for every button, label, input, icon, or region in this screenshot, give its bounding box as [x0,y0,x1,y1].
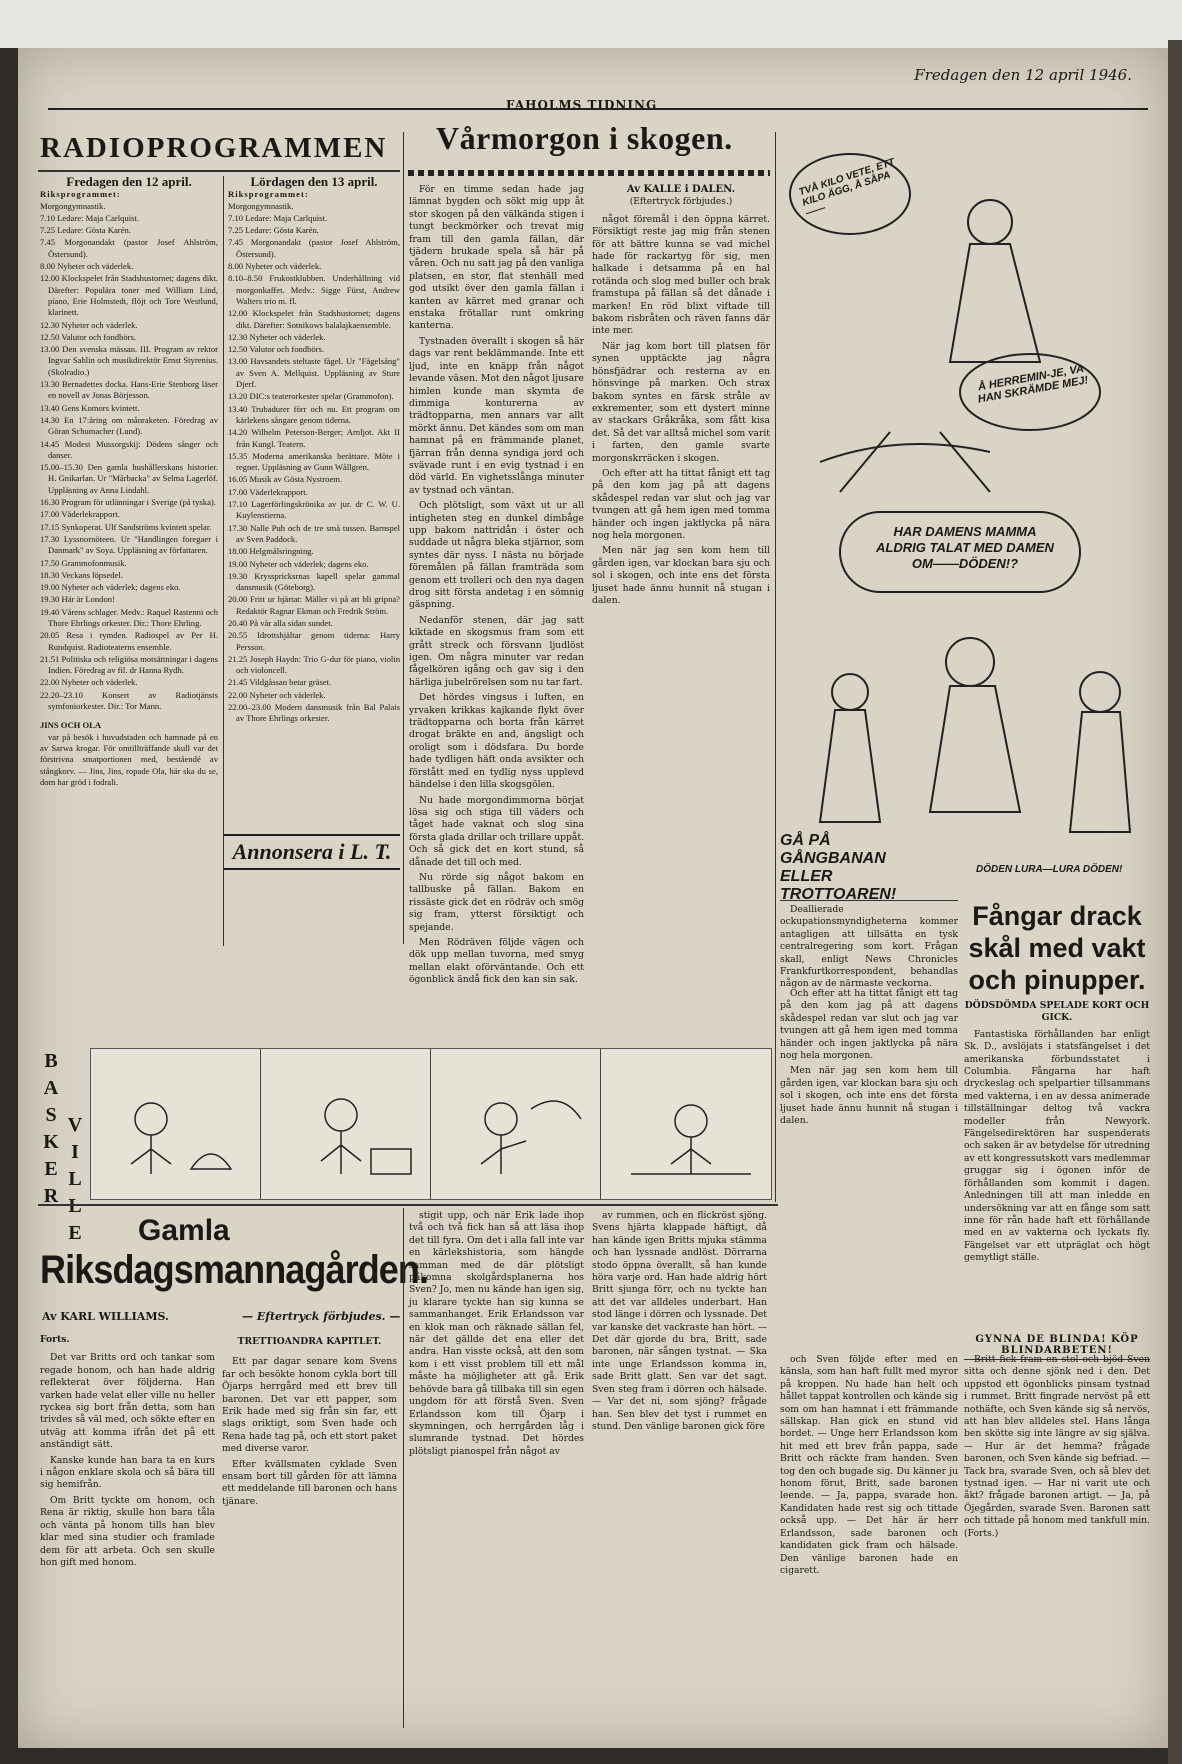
schedule-item: 16.30 Program för utlänningar i Sverige (på tyska). [40,497,216,508]
saturday-heading: Lördagen den 13 april. [250,174,378,189]
letter: S [45,1104,57,1126]
schedule-item: 13.40 Gens Komors kvintett. [40,402,140,413]
saturday-sub: Riksprogrammet: [228,189,309,200]
schedule-item: 20.00 Fritt ur hjärtat: Mäller vi på att bli gripna? Redaktör Ragnar Ekman och Fredrik Ström. [228,594,400,616]
schedule-item: 17.30 Lyssnornöteen. Ur "Handlingen foregaer i Danmark" av Soya. Uppläsning av författaren. [40,533,218,556]
letter: A [43,1077,59,1099]
comic-panel [261,1049,431,1199]
column-rule [223,176,224,946]
friday-heading: Fredagen den 12 april. [66,174,192,189]
schedule-item: 20.55 Idrottshjältar genom tiderna: Harry Persson. [228,630,400,652]
schedule-item: 12.50 Valutor och fondbörs. [40,331,137,342]
paragraph: Britt fick fram en stol och bjöd Sven sitta och denne sjönk ned i den. Det uppstod ett ögonblicks pinsam tystnad i rummet. Britt fingrade nervöst på ett nothäfte, och Sven kände sig så nervös, att han blev alldeles stel. Hans långa ben skötte sig inte längre av sig själva. — Hur är det hemma? frågade baronen, och Sven kände sig befriad. — Tack bra, svarade Sven, och så blev det tystnad igen. — Har ni varit ute och åkt? frågade baronen artigt. — Ja, på Öjegården, svarade Sven. Baronen satt och tittade på honom med tankfull min. (Forts.) [964,1354,1150,1539]
paragraph: Men när jag sen kom hem till gården igen, var klockan bara sju och sol i skogen, och inte ens det första ljuset hade ännu hunnit nå stugan i dalen. [780,1065,958,1127]
schedule-item: 15.35 Moderna amerikanska berättare. Möte i regnet. Uppläsning av Gunn Wållgren. [228,450,400,473]
schedule-item: Morgongymnastik. [40,200,106,211]
paragraph: När jag kom bort till platsen för synen upptäckte jag några hönsfjädrar och resterna av en hönsvinge på marken. Och strax bakom syntes en färsk stråle av exkrementer, som ett dystert minne av stackars Gråkråka, som fått kisa det. Så det var alltså michel som varit i farten, den gamle svarte morgonskrräcken i skogen. [592,340,770,464]
schedule-item: 7.25 Ledare: Gösta Karén. [228,225,319,236]
schedule-item: 7.10 Ledare: Maja Carlquist. [228,212,328,223]
paragraph: Men Rödräven följde vägen och dök upp mellan tuvorna, med smyg mellan elakt oförväntande. Och ett ögonblick ändå fick den kan sin sak. [409,936,584,986]
cartoon-caption-left: GÅ PÅ GÅNGBANAN ELLER TROTTOAREN! [780,832,897,903]
schedule-item: 17.00 Väderlekrapport. [40,509,120,520]
schedule-item: 17.50 Grammofonmusik. [40,557,127,568]
schedule-item: 17.15 Synkoperat. Ulf Sandströms kvintett spelar. [40,521,212,532]
scan-margin-right [1168,40,1182,1764]
column-rule [403,132,404,944]
morning-title: Vårmorgon i skogen. [436,120,733,156]
schedule-item: 20.05 Resa i rymden. Radiospel av Per H. Rundquist. Radioteaterns ensemble. [40,630,218,652]
schedule-item: 13.00 Den svenska mässan. III. Program av rektor Ingvar Sahlin och musikdirektör Ernst Styrenius. (Skolradio.) [40,344,218,377]
schedule-item: 12.30 Nyheter och väderlek. [40,319,138,330]
schedule-item: 22.00–23.00 Modern dansmusik från Bal Palais av Thore Ehrlings orkester. [228,702,400,724]
paragraph: Nu hade morgondimmorna börjat lösa sig och stiga till väders och tåget hade vaknat och slog sina första glada drillar och trillare uppåt. Och så gick det en kort stund, så dånade det till och med. [409,794,584,868]
header-rule [48,108,1148,110]
column-rule [403,1208,404,1728]
paragraph: och Sven följde efter med en känsla, som han haft fullt med myror på kroppen. Nu hade han helt och hållet tappat kontrollen och kände sig som om han hamnat i ett främmande sällskap. Han gick en stund vid bordet. — Unge herr Erlandsson kom hit med ett brev från pappa, sade Britt och räckte fram handen. Sven tog den och bugade sig. Du känner ju honom förut, Britt, sade baronen leende. — Ja, pappa, svarade hon. Kandidaten hade rest sig och tittade också upp. — Det här är herr Erlandsson, sade baronen och kandidaten gick fram och hälsade. Den vänlige baronen hade en cigarett. [780,1354,958,1576]
novel-col-1 [40,1334,215,1734]
letter: V [67,1114,83,1136]
comic-drawing [601,1049,771,1199]
paper-name: FAHOLMS TIDNING [506,98,658,112]
schedule-item: 22.20–23.10 Konsert av Radiotjänsts symfoniorkester. Dir.: Tor Mann. [40,689,218,712]
schedule-item: 13.00 Havsandets steltaste fågel. Ur "Fågelsång" av Sven A. Mellquist. Uppläsning av Sture Djerf. [228,356,400,390]
schedule-item: 21.51 Politiska och religiösa motsättningar i dagens Indien. Föredrag av fil. dr Hanna Rydh. [40,653,218,676]
ad-text: Annonsera i L. T. [224,834,400,870]
paragraph: Efter kvällsmaten cyklade Sven ensam bort till gården för att lämna ett meddelande till baronen och hans tjänare. [222,1458,397,1507]
paragraph: Fantastiska förhållanden har enligt Sk. D., avslöjats i statsfängelset i det amerikanska förbundsstatet i Columbia. Fångarna har haft dryckeslag och spelpartier tillsammans med vakterna, i en av dessa animerade tillställningar deltog två vackra modeller från Newyork. Fängelsedirektören har suspenderats och saken är av betydelse för utredning av ett kongressutskott vars medlemmar gruggar sig i ögonen inför de förhållanden som kommit i dagen. Anledningen till att man inledde en undersökning var att en fånge som satt inne för rån hade haft ett förhållande med en av vakterna och lyckats fly. Fängelset var ett utpräglat och högt gemytligt ställe. [964,1028,1150,1264]
morning-col-1 [409,184,584,986]
novel-copyright: — Eftertryck förbjudes. — [242,1310,401,1323]
schedule-item: 8.00 Nyheter och väderlek. [40,261,134,272]
schedule-item: 16.05 Musik av Gösta Nystroem. [228,474,343,485]
paragraph: Det var Britts ord och tankar som regade honom, och han hade aldrig reflekterat över följderna. Han varken hade velat eller ville nu heller ryckea sig bort från detta, som han trivdes så väl med, och sökte efter en utväg att komma ifrån det på ett anständigt sätt. [40,1352,215,1451]
paragraph: För en timme sedan hade jag lämnat bygden och sökt mig upp åt stor skogen på den välkända stigen i tungt beckmörker och trevat mig fram till den gamla fällan, där tjädern brukade spela så här på våren. Och nu satt jag på den vanliga platsen, en stor, flat stenhäll med god utsikt över den gamla fällan i kanten av kärret med granar och enstaka frötallar runt omkring kanterna. [409,184,584,332]
schedule-item: 7.10 Ledare: Maja Carlquist. [40,212,140,223]
radio-friday-column [40,176,218,972]
saturday-list [228,201,400,725]
novel-col-2 [222,1334,397,1734]
baskerville-letters-right [64,1112,86,1247]
schedule-item: 12.30 Nyheter och väderlek. [228,331,326,342]
paragraph: Kanske kunde han bara ta en kurs i någon enklare skola och så bära till sig hemifrån. [40,1454,215,1491]
novel-author: Av KARL WILLIAMS. [42,1310,169,1323]
morning-byline: Av KALLE i DALEN. [626,184,736,195]
schedule-item: 14.45 Modest Mussorgskij: Dödens sånger och danser. [40,438,218,460]
paragraph: Deallierade ockupationsmyndigheterna kommer antagligen att tillsätta en tysk centralregering som kort. Frågan skall, enligt News Chronicles Frankfurtkorrespondent, behandlas någon av de närmaste veckorna. [780,904,958,990]
schedule-item: 8.10–8.50 Frukostklubben. Underhållning vid morgonkaffet. Medv.: Sigge Fürst, Andrew Walters trio m. fl. [228,273,400,306]
newspaper-page [18,48,1168,1748]
letter: E [44,1158,58,1180]
novel-chapter: TRETTIOANDRA KAPITLET. [237,1336,382,1347]
schedule-item: 8.00 Nyheter och väderlek. [228,261,322,272]
paragraph: Det hördes vingsus i luften, en yrvaken krikkas kajkande flykt över trädtopparna och borta från kärret drogat bräkte en and, ängsligt och oroligt som i dödsfara. Du borde hade tydligen häft onda avsikter och förstått med en tydlig nyss upplevd händelse i den lilla skogsgölen. [409,692,584,791]
scan-margin-top [0,0,1182,48]
schedule-item: 7.45 Morgonandakt (pastor Josef Ahlström, Östersund). [40,237,218,259]
morning-border [408,170,770,176]
cartoon-bubble-2: HAR DAMENS MAMMA ALDRIG TALAT MED DAMEN OM——DÖDEN!? [876,524,1054,571]
novel-forts: Forts. [40,1334,70,1345]
letter: I [71,1141,79,1163]
paragraph: Och efter att ha tittat fånigt ett tag på den kom jag på att dagens skådespel redan var slut och jag var tvungen att gå hem igen med tomma händer och ingen jaktlycka på nära nog hela morgonen. [780,988,958,1062]
cartoon-caption-right: DÖDEN LURA—LURA DÖDEN! [976,864,1123,875]
prison-subtitle: DÖDSDÖMDA SPELADE KORT OCH GICK. [964,1000,1150,1024]
schedule-item: 22.00 Nyheter och väderlek. [228,689,326,700]
letter: L [68,1195,82,1217]
comic-panel [601,1049,771,1199]
paragraph: Ett par dagar senare kom Svens far och besökte honom cykla bort till Öjarps herrgård med ett brev till baronen. Det var ett papper, som Erik hade med sig från sin far, ett slags oriktigt, som Sven hade och Rena hade tag på, och ett stort paket med diverse varor. [222,1356,397,1455]
paragraph: Och plötsligt, som växt ut ur all intigheten steg en dunkel dimbåge upp bakom nattridån i öster och suddade ut några bleka stjärnor, som syntes där nyss. I nästa nu började föremålen på fällan framträda som genom ett trolleri och den nya dagen drog sitt första andetag i en sömnig gäspning. [409,500,584,611]
novel-col-3 [409,1210,584,1730]
jins-text: var på besök i huvudstaden och hamnade på en av Sarwa krogar. För omtillträffande skull var det förstrivna smatportionen med, beståendé av stångkorv. — Jins, Jins, ropade Ola, här ska du se, dom har gröd i fodrali. [40,731,218,787]
novel-title: Riksdagsmannagården. [40,1248,429,1292]
prison-title: Fångar drack skål med vakt och pinupper. [968,901,1146,995]
prison-article [964,1000,1150,1330]
cartoon [780,132,1150,903]
comic-drawing [261,1049,430,1199]
morning-col-2 [592,184,770,944]
letter: R [43,1185,59,1207]
schedule-item: 14.30 En 17:åring om månraketen. Föredrag av Göran Schumacher (Lund). [40,414,218,437]
paragraph: Tystnaden överallt i skogen så här dags var rent beklämmande. Inte ett ljud, inte en knäpp från något levande väsen. Mot den något ljusare himlen kunde man skymta de dimmiga konturerna av trädtopparna, men annars var allt mörkt ännu. Det kändes som om man hamnat på en främmande planet, fjärran från denna syndiga jord och svävade runt i en evig tystnad i en död värld. En vighetsslånga minuter av tystnad och väntan. [409,335,584,496]
schedule-item: 19.40 Vårens schlager. Medv.: Raquel Rastenni och Thore Ehrlings orkester. Dir.: Thore Ehrling. [40,606,218,628]
schedule-item: 17.30 Nalle Puh och de tre små tussen. Barnspel av Sven Paddock. [228,522,400,544]
paragraph: Nedanför stenen, där jag satt kiktade en skogsmus fram som ett grått streck och försvann ljudlöst igen. Om några minuter var redan fågelkören igång och gav sig i den härliga jubelrörelsen som nu tar fart. [409,614,584,688]
novel-col-6 [964,1354,1150,1734]
letter: E [68,1222,82,1244]
schedule-item: 19.30 Här är London! [40,594,115,605]
schedule-item: 17.00 Väderlekrapport. [228,486,308,497]
comic-strip [90,1048,772,1200]
baskerville-letters-left [40,1048,62,1210]
blind-note: GYNNA DE BLINDA! KÖP BLINDARBETEN! [964,1334,1150,1360]
occupation-col-continued [780,988,958,1328]
date-line: Fredagen den 12 april 1946. [914,66,1132,84]
novel-col-4 [592,1210,767,1730]
paragraph: Men när jag sen kom hem till gården igen, var klockan bara sju och sol i skogen, och inte ens det första ljuset hade ännu hunnit nå stugan i dalen. [592,545,770,606]
schedule-item: Morgongymnastik. [228,200,294,211]
schedule-item: 12.00 Klockspelet från Stadshustornet; dagens dikt. Därefter: Populära toner med William Lind, piano, Erie Holmstedt, flöjt och Tore Westlund, klarinett. [40,273,218,318]
schedule-item: 15.00–15.30 Den gamla hushållerskans historier. H. Gnikarlan. Ur "Mårbacka" av Selma Lagerlöf. Uppläsning av Anna Lindahl. [40,462,218,495]
schedule-item: 21.45 Vildgåssan betar gräset. [228,677,332,688]
schedule-item: 13.30 Bernadettes docka. Hans-Erie Stenborg läser en novell av Jonas Börjesson. [40,379,218,401]
schedule-item: 22.00 Nyheter och väderlek. [40,677,138,688]
paragraph: stigit upp, och när Erik lade ihop två och två fick han så att läsa ihop det till fyra. Om det i alla fall inte var en kärlekshistoria, som hängde samman med de där plötsligt påkomna skolgårdsplanerna hos Sven? Jo, men nu kände han igen sig, ju klarare tyckte han sig kunna se sammanhanget. Erik Erlandsson var en klok man och räknade sällan fel, när det gällde det ena eller det andra. Han visste också, att den som kom i ett visst problem till ett mål måste ha möjligheter att gå. Erik behövde bara gå tillbaka till sin egen ungdom för att förstå Sven. Sven Erlandsson kom till Öjarp i skymningen, och herrgården låg i slumrande tystnad. Det hördes plötsligt pianospel från något av [409,1210,584,1457]
schedule-item: 19.00 Nyheter och väderlek; dagens eko. [40,582,181,593]
jins-block [40,720,218,788]
schedule-item: 14.20 Wilhelm Peterson-Berger; Arnljot. Akt II från Kungl. Teatern. [228,427,400,449]
schedule-item: 12.00 Klockspelet från Stadshustornet; dagens dikt. Därefter: Sotnikows balalajkaensemble. [228,308,400,330]
section-rule [38,1204,778,1206]
morning-note: (Eftertryck förbjudes.) [629,197,733,208]
friday-sub: Rikspr​ogrammet: [40,189,121,200]
paragraph: något föremål i den öppna kärret. Försiktigt reste jag mig från stenen för att bättre kunna se vad michel hade för rackartyg för sig, men halkade i detsamma på en hal rotända och slog med buller och brak framstupa på fällan så det dånade i marken! En röd blixt viftade till bakom risbråten och räven fanns där inte mer. [592,213,770,337]
schedule-item: 7.45 Morgonandakt (pastor Josef Ahlström, Östersund). [228,237,400,259]
paragraph: Om Britt tyckte om honom, och Rena är riktig, skulle hon bara tåla och vänta på honom tills han blev klar med sina studier och framlade dem för att arbeta. Och sen skulle hon gift med honom. [40,1494,215,1568]
letter: L [68,1168,82,1190]
comic-drawing [431,1049,600,1199]
schedule-item: 12.50 Valutor och fondbörs. [228,344,325,355]
letter: B [44,1050,58,1072]
comic-panel [91,1049,261,1199]
comic-drawing [91,1049,260,1199]
paragraph: av rummen, och en flickröst sjöng. Svens hjärta klappade häftigt, då han kände igen Britts mjuka stämma och han lyssnade andlöst. Dörrarna stodo öppna överallt, så han kunde höra varje ord. Han hade aldrig hört Britt sjunga förr, och nu tyckte han att det var alldeles underbart. Han stod länge i dörren och lyssnade. Det var kanske det vackraste han hört. — Det där gjorde du bra, Britt, sade baronen, när sången tystnat. — Ska inte unge Erlandsson komma in, sade Britt glatt. Sen var det sagt. Sven steg fram i dörren och hälsade. — Var det ni, som sjöng? frågade han. Sen blev det tyst i rummet en stund. Den vänlige baronen gick före [592,1210,767,1432]
cartoon-sign: TVÅ KILO VETE, ETT KILO ÄGG, Å SÅPA—— [797,156,897,220]
comic-panel [431,1049,601,1199]
occupation-note [780,900,958,990]
cartoon-bubble-1: Å HERREMIN-JE, VA HAN SKRÄMDE MEJ! [976,362,1090,406]
paragraph: Och efter att ha tittat fånigt ett tag på den kom jag på att dagens skådespel redan var slut och jag var tvungen att gå hem igen med tomma händer och ingen jaktlycka på nära nog hela morgonen. [592,467,770,541]
radio-title-rule [38,170,400,172]
jins-heading: JINS OCH OLA [40,720,102,731]
novel-title-small: Gamla [138,1214,230,1247]
schedule-item: 7.25 Ledare: Gösta Karén. [40,225,131,236]
cartoon-drawing [780,132,1150,892]
radio-saturday-column [228,176,400,806]
schedule-item: 18.00 Helgmålsringning. [228,546,314,557]
schedule-item: 19.30 Krysspricksrnas kapell spelar gammal dansmusik (Göteborg). [228,570,400,593]
letter: K [43,1131,59,1153]
schedule-item: 19.00 Nyheter och väderlek; dagens eko. [228,558,369,569]
schedule-item: 13.40 Trubadurer förr och nu. Ett program om kärlekens sångare genom tiderna. [228,403,400,425]
friday-list [40,201,218,713]
column-rule [775,132,776,1202]
novel-col-5 [780,1354,958,1734]
paragraph: Nu rörde sig något bakom en tallbuske på fällan. Bakom en rissäste gick det en rödräv och smög sig fram, ytterst försiktigt och spejande. [409,871,584,933]
schedule-item: 20.40 På vår alla sidan sundet. [228,617,333,628]
schedule-item: 21.25 Joseph Haydn: Trio G-dur för piano, violin och violoncell. [228,653,400,676]
schedule-item: 13.20 DIC:s teaterorkester spelar (Grammofon). [228,391,394,402]
schedule-item: 18.30 Veckans löpsedel. [40,569,123,580]
schedule-item: 17.10 Lagerförlingskrönika av jur. dr C. W. U. Kuylenstierna. [228,499,400,521]
radio-title: RADIOPROGRAMMEN [40,132,388,164]
